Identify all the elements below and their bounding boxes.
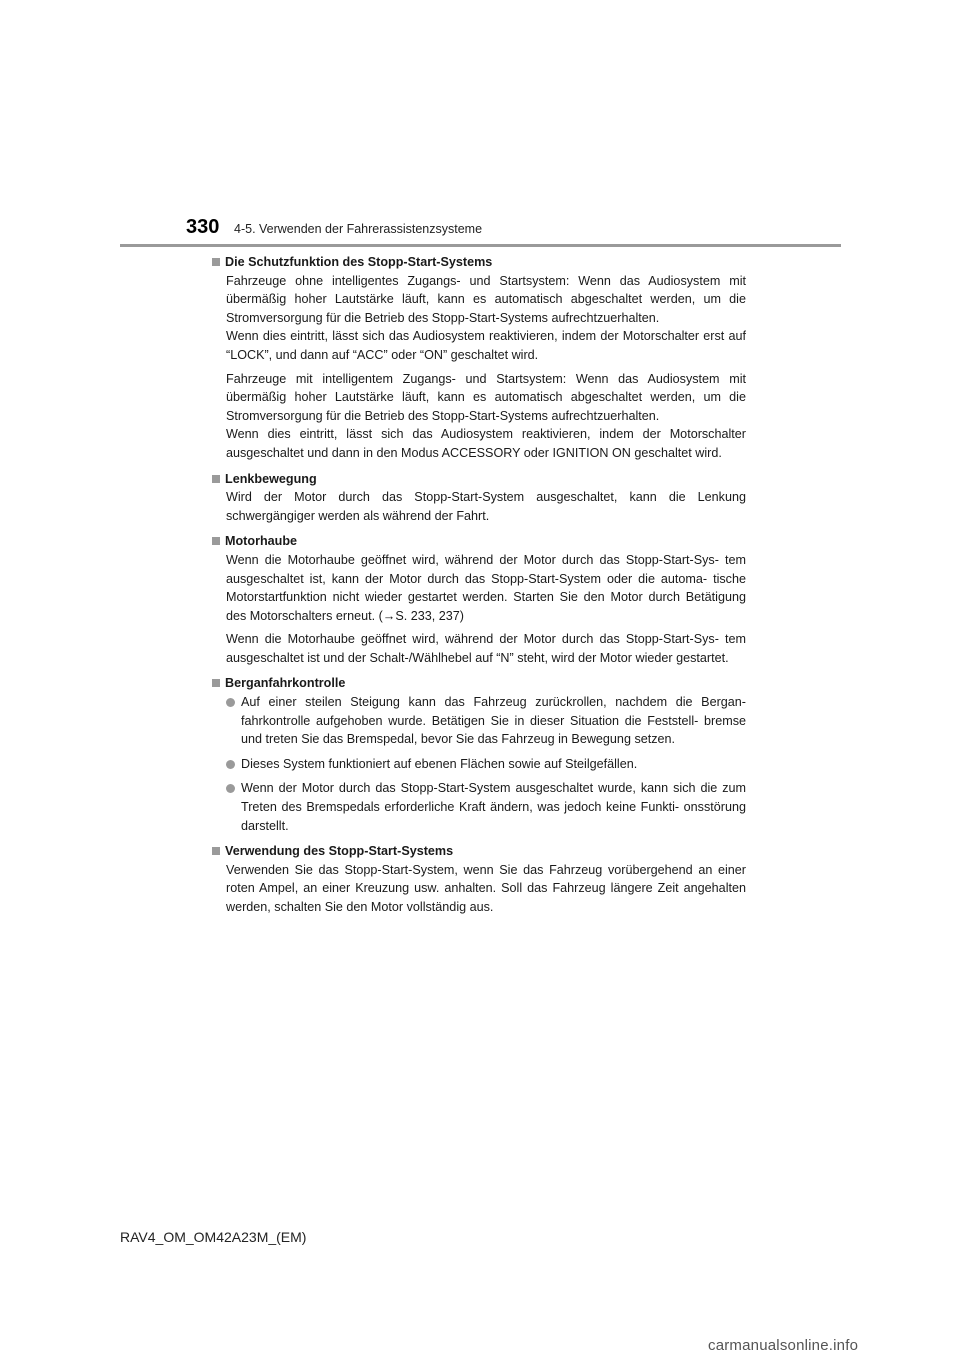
- section-verwendung: [212, 842, 746, 916]
- section-berganfahrkontrolle: [212, 674, 746, 835]
- section-heading: [212, 842, 746, 861]
- header-divider: [120, 244, 841, 247]
- square-bullet-icon: [212, 679, 220, 687]
- paragraph: Wenn die Motorhaube geöffnet wird, während der Motor durch das Stopp-Start-Sys- tem ausgeschaltet ist und der Schalt-/Wählhebel auf “N” steht, wird der Motor wieder gestartet.: [226, 632, 746, 665]
- section-heading: [212, 532, 746, 551]
- section-heading-text: Die Schutzfunktion des Stopp-Start-Systems: [225, 255, 493, 269]
- section-heading-text: Lenkbewegung: [225, 471, 317, 486]
- paragraph: Wenn die Motorhaube geöffnet wird, während der Motor durch das Stopp-Start-Sys- tem ausgeschaltet ist, kann der Motor durch das Stopp-Start-System oder die automa- tische Motorstartfunktion nicht wieder gestartet werden. Starten Sie den Motor durch Betätigung des Motorschalters erneut. (→S. 233, 237): [226, 552, 746, 623]
- list-item: [226, 755, 746, 774]
- circle-bullet-icon: [226, 784, 235, 793]
- section-heading: [212, 470, 746, 489]
- section-heading-text: Motorhaube: [225, 534, 298, 549]
- square-bullet-icon: [212, 537, 220, 545]
- section-heading-text: Verwendung des Stopp-Start-Systems: [225, 844, 454, 859]
- square-bullet-icon: [212, 475, 220, 483]
- section-heading: [212, 253, 746, 272]
- list-item-text: Auf einer steilen Steigung kann das Fahrzeug zurückrollen, nachdem die Bergan- fahrkontrolle aufgehoben wurde. Betätigen Sie in dieser Situation die Feststell- bremse und treten Sie das Bremspedal, bevor Sie das Fahrzeug in Bewegung setzen.: [241, 695, 746, 747]
- section-schutzfunktion: [212, 253, 746, 463]
- section-motorhaube: [212, 532, 746, 667]
- list-item-text: Dieses System funktioniert auf ebenen Flächen sowie auf Steilgefällen.: [241, 756, 638, 771]
- main-content: [212, 253, 746, 924]
- paragraph: Fahrzeuge ohne intelligentes Zugangs- und Startsystem: Wenn das Audiosystem mit übermäßig hoher Lautstärke läuft, kann es automatisch abgeschaltet werden, um die Stromversorgung für die Betrieb des Stopp-Start-Systems aufrechtzuerhalten.: [226, 273, 746, 325]
- section-lenkbewegung: [212, 470, 746, 526]
- list-item: [226, 693, 746, 749]
- list-item-text: Wenn der Motor durch das Stopp-Start-System ausgeschaltet wurde, kann sich die zum Treten des Bremspedals erforderliche Kraft ändern, was jedoch keine Funkti- onsstörung darstellt.: [241, 781, 746, 833]
- square-bullet-icon: [212, 258, 220, 266]
- page-number: 330: [186, 216, 220, 238]
- paragraph: Fahrzeuge mit intelligentem Zugangs- und Startsystem: Wenn das Audiosystem mit übermäßig hoher Lautstärke läuft, kann es automatisch abgeschaltet werden, um die Stromversorgung für die Betrieb des Stopp-Start-Systems aufrechtzuerhalten.: [226, 371, 746, 423]
- square-bullet-icon: [212, 847, 220, 855]
- paragraph: Wenn dies eintritt, lässt sich das Audiosystem reaktivieren, indem der Motorschalter erst auf “LOCK”, und dann auf “ACC” oder “ON” geschaltet wird.: [226, 329, 746, 362]
- circle-bullet-icon: [226, 760, 235, 769]
- chapter-title: 4-5. Verwenden der Fahrerassistenzsysteme: [234, 222, 483, 236]
- section-heading-text: Berganfahrkontrolle: [225, 676, 346, 691]
- section-heading: [212, 674, 746, 693]
- paragraph: Wird der Motor durch das Stopp-Start-System ausgeschaltet, kann die Lenkung schwergängiger werden als während der Fahrt.: [226, 490, 746, 523]
- watermark-link[interactable]: carmanualsonline.info: [708, 1337, 859, 1354]
- paragraph: Wenn dies eintritt, lässt sich das Audiosystem reaktivieren, indem der Motorschalter ausgeschaltet und dann in den Modus ACCESSORY oder IGNITION ON geschaltet wird.: [226, 427, 746, 460]
- list-item: [226, 779, 746, 835]
- document-code: RAV4_OM_OM42A23M_(EM): [120, 1229, 307, 1245]
- circle-bullet-icon: [226, 698, 235, 707]
- paragraph: Verwenden Sie das Stopp-Start-System, wenn Sie das Fahrzeug vorübergehend an einer roten Ampel, an einer Kreuzung usw. anhalten. Soll das Fahrzeug längere Zeit angehalten werden, schalten Sie den Motor vollständig aus.: [226, 862, 746, 914]
